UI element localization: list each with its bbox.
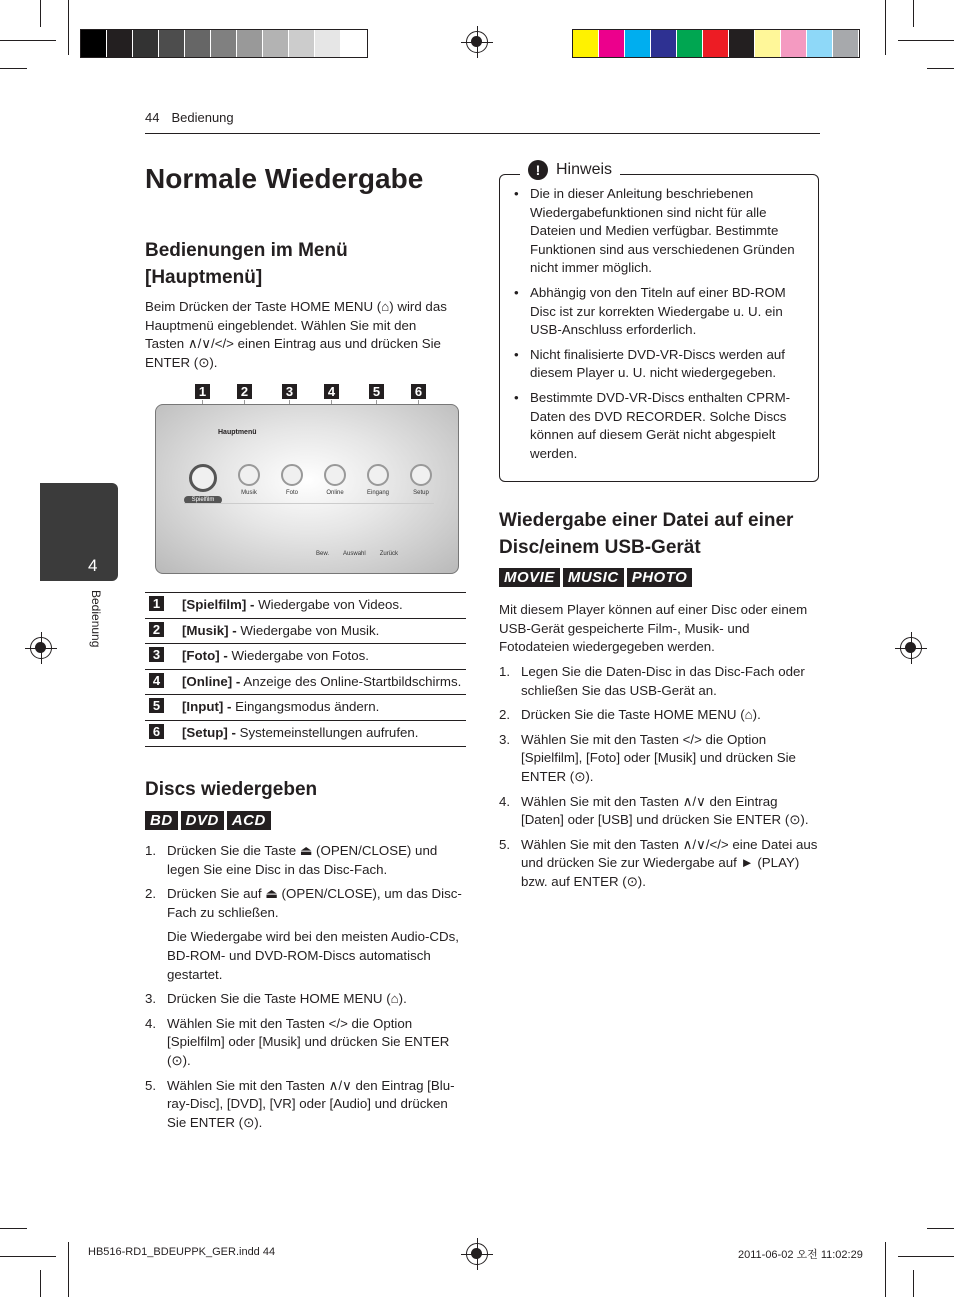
option-number-badge: 3 bbox=[149, 647, 164, 662]
option-name: [Musik] - bbox=[182, 622, 237, 638]
color-swatch bbox=[107, 30, 133, 57]
step-text: Wählen Sie mit den Tasten </> die Option [Spielfilm], [Foto] oder [Musik] und drücken Sie ENTER (⊙). bbox=[521, 731, 796, 784]
option-row bbox=[145, 695, 466, 721]
step-number: 3. bbox=[499, 731, 511, 747]
step-item bbox=[145, 1015, 465, 1071]
note-item: • Die in dieser Anleitung beschriebenen Wiedergabefunktionen sind nicht für alle Dateien und Medien verfügbar. Bestimmte Funktionen sind aus verschiedenen Gründen nicht immer möglich. bbox=[514, 185, 804, 278]
format-badge: MUSIC bbox=[563, 568, 624, 587]
color-swatch bbox=[315, 30, 341, 57]
option-num-cell bbox=[145, 669, 182, 695]
option-num-cell bbox=[145, 593, 182, 619]
crop-mark bbox=[68, 1242, 69, 1297]
color-swatch bbox=[625, 30, 651, 57]
option-num-cell bbox=[145, 618, 182, 644]
step-number: 1. bbox=[145, 843, 157, 858]
crop-mark bbox=[40, 0, 41, 27]
callout-badge: 4 bbox=[324, 384, 339, 399]
format-badge: ACD bbox=[227, 811, 271, 830]
header-rule bbox=[145, 133, 820, 134]
color-swatch bbox=[81, 30, 107, 57]
option-row bbox=[145, 618, 466, 644]
format-badge: DVD bbox=[181, 811, 224, 830]
option-number-badge: 1 bbox=[149, 596, 164, 611]
screen-footer-select: Auswahl bbox=[343, 551, 366, 557]
screen-footer-move: Bew. bbox=[316, 551, 330, 557]
menu-item-label: Foto bbox=[285, 490, 298, 496]
format-badge: PHOTO bbox=[627, 568, 693, 587]
color-swatch bbox=[781, 30, 807, 57]
chapter-label: Bedienung bbox=[89, 590, 103, 648]
gray-calibration-bar bbox=[80, 29, 368, 58]
format-badge: MOVIE bbox=[499, 568, 560, 587]
color-swatch bbox=[573, 30, 599, 57]
menu-item-icon bbox=[410, 464, 432, 486]
callout-badge: 2 bbox=[237, 384, 252, 399]
disc-steps-list bbox=[145, 842, 465, 1138]
note-header bbox=[520, 160, 620, 180]
chapter-tab bbox=[40, 483, 118, 581]
step-text: Drücken Sie die Taste HOME MENU (⌂). bbox=[521, 707, 761, 723]
option-desc: Wiedergabe von Fotos. bbox=[227, 648, 369, 664]
crop-mark bbox=[0, 1228, 27, 1229]
step-item bbox=[499, 663, 819, 700]
option-text-cell bbox=[182, 593, 466, 619]
option-number-badge: 6 bbox=[149, 724, 164, 739]
screen-menu-item bbox=[230, 464, 268, 496]
color-swatch bbox=[729, 30, 755, 57]
registration-mark-icon bbox=[30, 637, 52, 659]
crop-mark bbox=[885, 1242, 886, 1297]
step-number: 1. bbox=[499, 664, 511, 679]
step-item bbox=[145, 842, 465, 879]
screen-menu-item bbox=[273, 464, 311, 496]
option-desc: Wiedergabe von Videos. bbox=[254, 597, 403, 612]
callout-badge: 5 bbox=[369, 384, 384, 399]
step-text: Drücken Sie die Taste HOME MENU (⌂). bbox=[167, 991, 407, 1007]
callout-badge: 3 bbox=[282, 384, 297, 399]
menu-item-label: Online bbox=[326, 490, 344, 496]
home-menu-screenshot bbox=[155, 404, 459, 574]
format-badge: BD bbox=[145, 811, 178, 830]
option-text-cell bbox=[182, 695, 466, 721]
page-title: Normale Wiedergabe bbox=[145, 163, 424, 194]
note-item: • Nicht finalisierte DVD-VR-Discs werden auf diesem Player u. U. nicht wiedergegeben. bbox=[514, 346, 804, 383]
option-text-cell bbox=[182, 720, 466, 746]
color-calibration-bar bbox=[572, 29, 860, 58]
option-number-badge: 5 bbox=[149, 698, 164, 713]
option-row bbox=[145, 644, 466, 670]
crop-mark bbox=[0, 40, 56, 41]
crop-mark bbox=[898, 40, 954, 41]
step-text: Wählen Sie mit den Tasten ∧/∨ den Eintrag [Blu-ray-Disc], [DVD], [VR] oder [Audio] und drücken Sie ENTER (⊙). bbox=[167, 1077, 455, 1130]
option-num-cell bbox=[145, 695, 182, 721]
option-name: [Spielfilm] - bbox=[182, 597, 255, 612]
section-heading-menu: Bedienungen im Menü [Hauptmenü] bbox=[145, 240, 348, 288]
option-row bbox=[145, 593, 466, 619]
registration-mark-icon bbox=[900, 637, 922, 659]
menu-item-label: Eingang bbox=[366, 490, 390, 496]
color-swatch bbox=[833, 30, 859, 57]
option-name: [Setup] - bbox=[182, 724, 236, 740]
step-item bbox=[145, 1077, 465, 1133]
note-item: • Abhängig von den Titeln auf einer BD-ROM Disc ist zur korrekten Wiedergabe u. U. ein USB-Anschluss erforderlich. bbox=[514, 284, 804, 340]
screen-menu-item bbox=[402, 464, 440, 496]
crop-mark bbox=[898, 1256, 954, 1257]
color-swatch bbox=[599, 30, 625, 57]
color-swatch bbox=[211, 30, 237, 57]
step-number: 4. bbox=[499, 793, 511, 809]
screen-menu-item bbox=[359, 464, 397, 496]
menu-item-label: Setup bbox=[413, 490, 429, 496]
crop-mark bbox=[927, 1228, 954, 1229]
color-swatch bbox=[341, 30, 367, 57]
menu-item-icon bbox=[281, 464, 303, 486]
option-desc: Systemeinstellungen aufrufen. bbox=[235, 724, 419, 740]
crop-mark bbox=[927, 68, 954, 69]
step-item bbox=[145, 990, 465, 1009]
crop-mark bbox=[0, 68, 27, 69]
section-heading-usb: Wiedergabe einer Datei auf einer Disc/einem USB-Gerät bbox=[499, 510, 794, 558]
screen-divider bbox=[184, 503, 434, 504]
menu-item-label: Musik bbox=[241, 490, 257, 496]
step-number: 2. bbox=[499, 707, 511, 723]
crop-mark bbox=[0, 1256, 56, 1257]
color-swatch bbox=[755, 30, 781, 57]
note-list bbox=[514, 185, 804, 469]
option-text-cell bbox=[182, 618, 466, 644]
option-num-cell bbox=[145, 644, 182, 670]
screen-menu-item bbox=[316, 464, 354, 496]
option-text-cell bbox=[182, 644, 466, 670]
header-section: Bedienung bbox=[171, 110, 234, 125]
usb-steps-list bbox=[499, 663, 819, 898]
color-swatch bbox=[133, 30, 159, 57]
registration-mark-icon bbox=[466, 1243, 488, 1265]
step-item bbox=[145, 885, 465, 922]
step-item bbox=[499, 836, 819, 892]
screen-title: Hauptmenü bbox=[218, 429, 257, 436]
disc-type-badges bbox=[145, 811, 274, 830]
step-number: 4. bbox=[145, 1015, 157, 1031]
callout-badge: 1 bbox=[195, 384, 210, 399]
color-swatch bbox=[703, 30, 729, 57]
step-number: 2. bbox=[145, 886, 157, 902]
color-swatch bbox=[651, 30, 677, 57]
crop-mark bbox=[885, 0, 886, 55]
screen-footer-back: Zurück bbox=[379, 551, 399, 557]
footer-file: HB516-RD1_BDEUPPK_GER.indd 44 bbox=[88, 1246, 276, 1258]
option-row bbox=[145, 720, 466, 746]
options-table bbox=[145, 592, 466, 747]
color-swatch bbox=[677, 30, 703, 57]
option-text-cell bbox=[182, 669, 466, 695]
color-swatch bbox=[807, 30, 833, 57]
crop-mark bbox=[913, 0, 914, 27]
registration-mark-icon bbox=[466, 31, 488, 53]
step-text: Legen Sie die Daten-Disc in das Disc-Fach oder schließen Sie das USB-Gerät an. bbox=[521, 664, 805, 698]
step-item bbox=[499, 706, 819, 725]
menu-item-icon bbox=[189, 464, 217, 492]
menu-intro: Beim Drücken der Taste HOME MENU (⌂) wird das Hauptmenü eingeblendet. Wählen Sie mit den Tasten ∧/∨/</> einen Eintrag aus und drücken Sie ENTER (⊙). bbox=[145, 299, 447, 370]
crop-mark bbox=[40, 1270, 41, 1297]
option-row bbox=[145, 669, 466, 695]
step-item bbox=[145, 928, 465, 984]
step-text: Drücken Sie die Taste ⏏ (OPEN/CLOSE) und legen Sie eine Disc in das Disc-Fach. bbox=[167, 843, 438, 877]
step-item bbox=[499, 793, 819, 830]
step-number: 5. bbox=[499, 836, 511, 852]
footer-date: 2011-06-02 오전 11:02:29 bbox=[738, 1249, 863, 1261]
option-name: [Foto] - bbox=[182, 648, 228, 664]
color-swatch bbox=[159, 30, 185, 57]
step-text: Wählen Sie mit den Tasten </> die Option [Spielfilm] oder [Musik] und drücken Sie ENTER (⊙). bbox=[167, 1015, 450, 1068]
exclamation-icon: ! bbox=[528, 160, 548, 180]
file-type-badges bbox=[499, 568, 695, 587]
step-text: Drücken Sie auf ⏏ (OPEN/CLOSE), um das Disc-Fach zu schließen. bbox=[167, 886, 462, 920]
step-text: Wählen Sie mit den Tasten ∧/∨ den Eintrag [Daten] oder [USB] und drücken Sie ENTER (⊙). bbox=[521, 793, 809, 828]
step-text: Die Wiedergabe wird bei den meisten Audio-CDs, BD-ROM- und DVD-ROM-Discs automatisch gestartet. bbox=[167, 929, 459, 982]
color-swatch bbox=[185, 30, 211, 57]
step-item bbox=[499, 731, 819, 787]
menu-item-icon bbox=[324, 464, 346, 486]
section-heading-discs: Discs wiedergeben bbox=[145, 779, 318, 800]
usb-intro: Mit diesem Player können auf einer Disc oder einem USB-Gerät gespeicherte Film-, Musik- und Fotodateien wiedergegeben werden. bbox=[499, 602, 808, 655]
option-num-cell bbox=[145, 720, 182, 746]
option-desc: Eingangsmodus ändern. bbox=[231, 699, 380, 715]
option-desc: Wiedergabe von Musik. bbox=[236, 622, 380, 638]
running-header bbox=[145, 110, 234, 125]
color-swatch bbox=[263, 30, 289, 57]
menu-item-label: Spielfilm bbox=[184, 496, 222, 504]
chapter-number: 4 bbox=[88, 556, 98, 575]
menu-item-icon bbox=[238, 464, 260, 486]
crop-mark bbox=[68, 0, 69, 55]
page-number: 44 bbox=[145, 110, 160, 125]
option-name: [Input] - bbox=[182, 699, 232, 715]
screen-menu-item bbox=[184, 464, 222, 504]
crop-mark bbox=[913, 1270, 914, 1297]
option-name: [Online] - bbox=[182, 673, 241, 689]
step-number: 5. bbox=[145, 1077, 157, 1093]
step-text: Wählen Sie mit den Tasten ∧/∨/</> eine Datei aus und drücken Sie zur Wiedergabe auf ► (PLAY) bzw. auf ENTER (⊙). bbox=[521, 836, 818, 889]
option-desc: Anzeige des Online-Startbildschirms. bbox=[240, 673, 462, 689]
note-title: Hinweis bbox=[556, 161, 613, 178]
color-swatch bbox=[289, 30, 315, 57]
color-swatch bbox=[237, 30, 263, 57]
step-number: 3. bbox=[145, 991, 157, 1007]
option-number-badge: 2 bbox=[149, 622, 164, 637]
callout-badge: 6 bbox=[411, 384, 426, 399]
screen-footer bbox=[316, 551, 398, 557]
menu-item-icon bbox=[367, 464, 389, 486]
note-item: • Bestimmte DVD-VR-Discs enthalten CPRM-Daten des DVD RECORDER. Solche Discs können auf diesem Gerät nicht abgespielt werden. bbox=[514, 389, 804, 463]
option-number-badge: 4 bbox=[149, 673, 164, 688]
